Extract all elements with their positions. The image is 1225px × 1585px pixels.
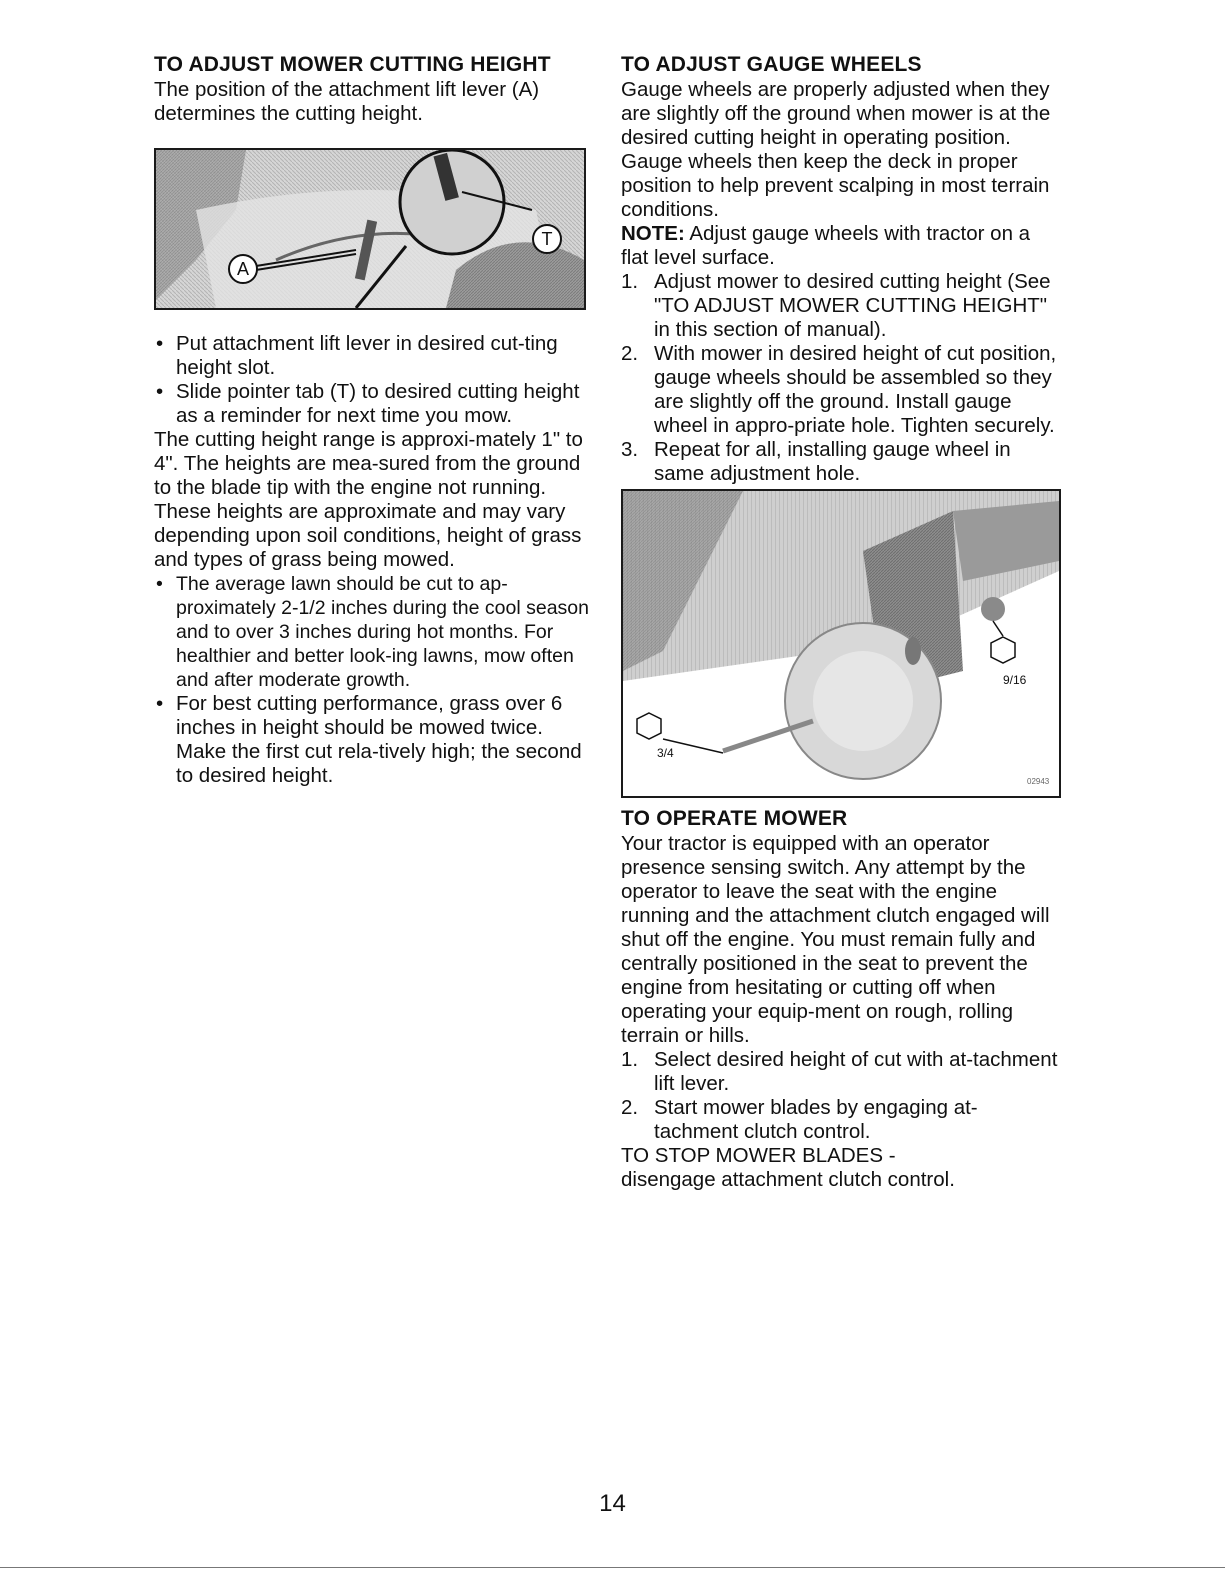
list-item: • For best cutting performance, grass over 6 inches in height should be mowed twice. Make the first cut rela-tively high; the second to desired height. [156,692,582,787]
list-item: 2. With mower in desired height of cut position, gauge wheels should be assembled so they are slightly off the ground. Install gauge wheel in appro-priate hole. Tighten securely. [621,342,1057,437]
mowing-tips [154,572,590,788]
lift-lever-bullets [154,332,590,428]
page-number: 14 [599,1490,626,1517]
gauge-wheel-figure [621,489,1061,798]
note-text: Adjust gauge wheels with tractor on a flat level surface. [621,222,1031,269]
bolt-size-label: 3/4 [657,746,674,760]
callout-a-circle [228,254,258,284]
cutting-height-intro: The position of the attachment lift lever (A) determines the cutting height. [154,78,540,125]
stop-blades-line: TO STOP MOWER BLADES - [621,1144,896,1167]
operate-mower-intro: Your tractor is equipped with an operator presence sensing switch. Any attempt by the operator to leave the seat with the engine running and the attachment clutch engaged will shut off the engine. You must remain fully and centrally positioned in the seat to prevent the engine from hesitating or cutting off when operating your equip-ment on rough, rolling terrain or hills. [621,832,1050,1047]
lift-lever-figure [154,148,586,310]
list-item: • Put attachment lift lever in desired cut-ting height slot. [156,332,558,379]
figure-code: 02943 [1027,777,1050,786]
nut-size-label: 9/16 [1003,673,1027,687]
stop-blades-instruction: disengage attachment clutch control. [621,1168,955,1191]
list-item: 3. Repeat for all, installing gauge wheel in same adjustment hole. [621,438,1011,485]
left-column [154,52,590,788]
list-item: • The average lawn should be cut to ap-proximately 2-1/2 inches during the cool season and to over 3 inches during hot months. For healthier and better look-ing lawns, mow often and after moderate growth. [156,573,589,691]
gauge-note [621,222,1061,270]
note-label: NOTE: [621,222,685,245]
callout-a-label: A [236,259,249,279]
bottom-rule [0,1567,1225,1568]
lift-lever-illustration [156,150,584,308]
callout-t-circle [532,224,562,254]
gauge-wheels-intro: Gauge wheels are properly adjusted when they are slightly off the ground when mower is at the desired cutting height in operating position. Gauge wheels then keep the deck in proper position to help prevent scalping in most terrain conditions. [621,78,1051,221]
operate-steps [621,1048,1061,1144]
list-item: 2. Start mower blades by engaging at-tachment clutch control. [621,1096,978,1143]
gauge-steps [621,270,1061,486]
list-item: • Slide pointer tab (T) to desired cutting height as a reminder for next time you mow. [156,380,580,427]
list-item: 1. Adjust mower to desired cutting height (See "TO ADJUST MOWER CUTTING HEIGHT" in this section of manual). [621,270,1051,341]
gauge-wheel-illustration [623,491,1059,796]
list-item: 1. Select desired height of cut with at-tachment lift lever. [621,1048,1058,1095]
cutting-height-heading: TO ADJUST MOWER CUTTING HEIGHT [154,53,551,76]
right-column [621,52,1061,1192]
gauge-wheels-heading: TO ADJUST GAUGE WHEELS [621,53,922,76]
height-range-paragraph: The cutting height range is approxi-mately 1" to 4". The heights are mea-sured from the ground to the blade tip with the engine not running. These heights are approximate and may vary depending upon soil conditions, height of grass and types of grass being mowed. [154,428,583,571]
callout-t-label: T [541,229,553,249]
operate-mower-heading: TO OPERATE MOWER [621,807,848,830]
